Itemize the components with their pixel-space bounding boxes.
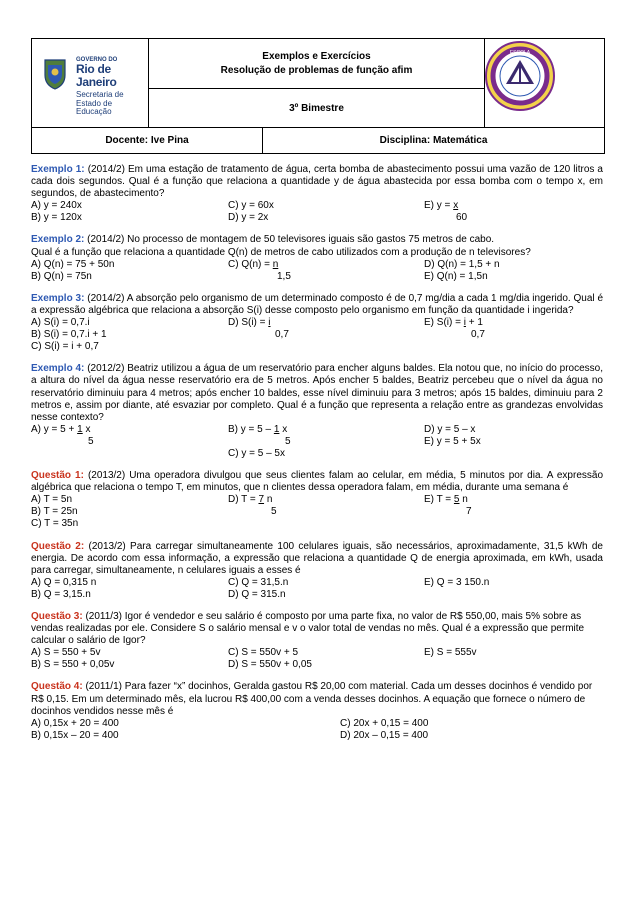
option-e-denominator: 7 xyxy=(466,506,472,518)
seal-text: ESCOLA xyxy=(509,50,531,56)
option-c-denominator: 1,5 xyxy=(277,270,291,282)
option-d: D) S = 550v + 0,05 xyxy=(228,659,312,671)
gov-line2: Rio de Janeiro xyxy=(76,62,117,89)
question-text: (2012/2) Beatriz utilizou a água de um reservatório para encher alguns baldes. Ela notou que, no início do processo, a altura do nível da água nesse reservatório era de 5 metros. Após encher 5 baldes, Beatriz percebeu que o nível da água no reservatório diminuiu para 4 metros; após encher 10 baldes, esse nível diminuiu para 3 metros; após 15 baldes, diminuiu para 2 metros e, assim por diante, até esvaziar por completo. Qual é a função que representa a relação entre as grandezas envolvidas nesse contexto? xyxy=(31,363,603,423)
option-e: E) S = 555v xyxy=(424,647,477,659)
option-c: C) y = 5 – 5x xyxy=(228,447,285,459)
questao-1 xyxy=(31,470,603,530)
option-d: D) S(i) = i xyxy=(228,317,271,329)
option-d: D) Q(n) = 1,5 + n xyxy=(424,258,500,270)
question-label: Exemplo 1: xyxy=(31,164,85,175)
title-cell xyxy=(149,39,485,89)
option-b-denominator: 5 xyxy=(285,435,291,447)
questao-3 xyxy=(31,611,603,671)
option-b: B) S(i) = 0,7.i + 1 xyxy=(31,329,107,341)
question-text: (2011/3) Igor é vendedor e seu salário é composto por uma parte fixa, no valor de R$ 550,00, mais 5% sobre as vendas realizadas por ele. Considere S o salário mensal e v o valor total de vendas no mês. Qual é a expressão que permite calcular o salário de Igor? xyxy=(31,611,585,647)
option-e: E) T = 5 n xyxy=(424,494,468,506)
title-line1: Exemplos e Exercícios xyxy=(262,50,371,62)
option-d: D) Q = 315.n xyxy=(228,588,286,600)
option-b: B) 0,15x – 20 = 400 xyxy=(31,729,119,741)
option-e: E) y = 5 + 5x xyxy=(424,435,481,447)
gov-line1: GOVERNO DO xyxy=(76,57,118,63)
option-d-denominator: 5 xyxy=(271,506,277,518)
crest-icon xyxy=(42,57,68,91)
option-c: C) 20x + 0,15 = 400 xyxy=(340,717,429,729)
option-e: E) Q = 3 150.n xyxy=(424,576,490,588)
option-d: D) 20x – 0,15 = 400 xyxy=(340,729,429,741)
option-a: A) T = 5n xyxy=(31,494,73,506)
options xyxy=(31,577,603,601)
question-text: (2013/2) Uma operadora divulgou que seus clientes falam ao celular, em média, 5 minutos por dia. A expressão algébrica que relaciona o tempo T, em minutos, que n clientes dessa operadora falam, em média, durante uma semana é xyxy=(31,470,604,494)
option-c: C) S = 550v + 5 xyxy=(228,647,299,659)
option-c: C) S(i) = i + 0,7 xyxy=(31,341,99,353)
question-text: (2014/2) Em uma estação de tratamento de água, certa bomba de abastecimento possui uma vazão de 120 litros a cada dois segundos. Qual é a função que relaciona a quantidade y de água abastecida por essa bomba com o tempo x, em segundos, de abastecimento? xyxy=(31,164,603,200)
option-a: A) Q(n) = 75 + 50n xyxy=(31,258,115,270)
question-label: Questão 2: xyxy=(31,540,85,552)
question-label: Exemplo 2: xyxy=(31,234,85,246)
options xyxy=(31,647,603,671)
option-e-denominator: 0,7 xyxy=(471,329,485,341)
option-c: C) T = 35n xyxy=(31,518,79,530)
gov-line3: Secretaria de xyxy=(76,90,124,100)
exemplo-3 xyxy=(31,293,603,353)
options xyxy=(31,718,603,742)
questao-4 xyxy=(31,681,603,741)
exemplo-2 xyxy=(31,234,603,282)
school-seal-icon xyxy=(484,40,556,112)
option-b: B) T = 25n xyxy=(31,506,78,518)
option-b: B) S = 550 + 0,05v xyxy=(31,659,115,671)
option-e: E) S(i) = i + 1 xyxy=(424,317,483,329)
option-c: C) Q(n) = n xyxy=(228,258,279,270)
option-d-denominator: 0,7 xyxy=(275,329,289,341)
option-c: C) Q = 31,5.n xyxy=(228,576,289,588)
option-c: C) y = 60x xyxy=(228,200,274,212)
exemplo-1 xyxy=(31,164,603,224)
option-a: A) S(i) = 0,7.i xyxy=(31,317,90,329)
options xyxy=(31,259,603,283)
option-b: B) y = 5 – 1 x xyxy=(228,423,288,435)
options xyxy=(31,200,603,224)
questao-2 xyxy=(31,541,603,601)
document-body xyxy=(31,164,603,752)
gov-logo-text xyxy=(76,57,148,117)
options xyxy=(31,494,603,530)
question-label: Exemplo 4: xyxy=(31,363,85,375)
option-e: E) Q(n) = 1,5n xyxy=(424,270,488,282)
question-label: Exemplo 3: xyxy=(31,292,85,304)
docente-cell: Docente: Ive Pina xyxy=(32,127,263,153)
question-label: Questão 3: xyxy=(31,611,83,622)
option-d: D) T = 7 n xyxy=(228,494,273,506)
question-label: Questão 1: xyxy=(31,470,84,482)
option-e-denominator: 60 xyxy=(456,212,468,224)
question-text-2: Qual é a função que relaciona a quantidade Q(n) de metros de cabo utilizados com a produção de n televisores? xyxy=(31,246,531,258)
option-a: A) y = 240x xyxy=(31,200,82,212)
options xyxy=(31,317,603,353)
option-a: A) 0,15x + 20 = 400 xyxy=(31,717,119,729)
question-text: (2014/2) No processo de montagem de 50 televisores iguais são gastos 75 metros de cabo. xyxy=(87,234,495,246)
question-text: (2014/2) A absorção pelo organismo de um determinado composto é de 0,7 mg/dia a cada 1 mg/dia ingerido. Qual é a expressão algébrica que relaciona a absorção S(i) desse composto pelo organismo em função da quantidade i ingerida? xyxy=(31,292,604,316)
exemplo-4 xyxy=(31,363,603,460)
gov-line4: Estado de Educação xyxy=(76,98,113,117)
question-label: Questão 4: xyxy=(31,681,83,693)
question-text: (2013/2) Para carregar simultaneamente 100 celulares iguais, são necessários, aproximadamente, 31,5 kWh de energia. De acordo com essa informação, a expressão que relaciona a quantidade Q de energia aproximada, em kWh, usada para carregar, simultaneamente, n celulares iguais a esses é xyxy=(31,540,603,576)
option-a: A) y = 5 + 1 x xyxy=(31,423,91,435)
option-e: E) y = x xyxy=(424,200,459,212)
option-a: A) S = 550 + 5v xyxy=(31,647,101,659)
option-a-denominator: 5 xyxy=(88,435,94,447)
logo-cell xyxy=(32,39,149,128)
options xyxy=(31,424,603,460)
title-line2: Resolução de problemas de função afim xyxy=(220,64,413,76)
bimestre-cell: 3º Bimestre xyxy=(149,89,485,127)
question-text: (2011/1) Para fazer “x” docinhos, Geralda gastou R$ 20,00 com material. Cada um desses docinhos é vendido por R$ 0,15. Em um determinado mês, ela lucrou R$ 400,00 com a venda desses docinhos. A equação que fornece o número de docinhos vendidos nesse mês é xyxy=(31,681,593,717)
disciplina-cell: Disciplina: Matemática xyxy=(263,127,605,153)
option-a: A) Q = 0,315 n xyxy=(31,576,97,588)
option-b: B) Q = 3,15.n xyxy=(31,588,91,600)
option-b: B) y = 120x xyxy=(31,212,82,224)
option-d: D) y = 2x xyxy=(228,212,269,224)
option-d: D) y = 5 – x xyxy=(424,423,476,435)
option-b: B) Q(n) = 75n xyxy=(31,270,92,282)
